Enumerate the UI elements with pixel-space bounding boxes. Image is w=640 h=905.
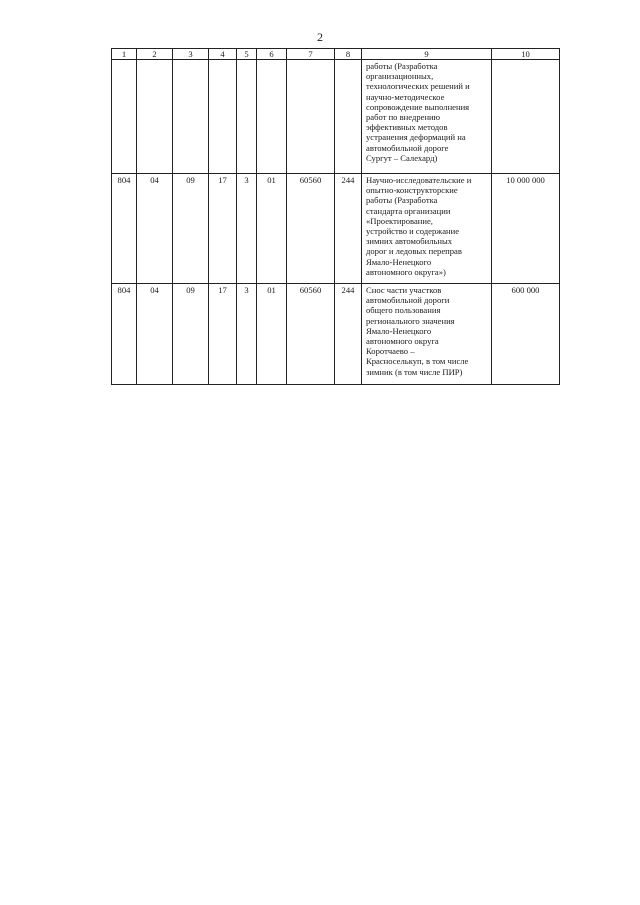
table-cell-description: работы (Разработка организационных, технологических решений и научно-методическое сопровождение выполнения работ по внедрению эффективных методов устранения деформаций на автомобильной дороге Сургут – Салехард) <box>362 60 492 174</box>
table-cell-col-3: 09 <box>173 174 209 284</box>
table-cell <box>237 60 257 174</box>
header-col-7: 7 <box>287 49 335 60</box>
table-cell-description: Научно-исследовательские и опытно-конструкторские работы (Разработка стандарта организации «Проектирование, устройство и содержание зимних автомобильных дорог и ледовых переправ Ямало-Ненецкого автономного округа») <box>362 174 492 284</box>
table-row-continuation <box>112 60 560 174</box>
table-row <box>112 174 560 284</box>
header-col-10: 10 <box>492 49 560 60</box>
header-col-4: 4 <box>209 49 237 60</box>
table-cell-col-7: 60560 <box>287 174 335 284</box>
table-cell-col-6: 01 <box>257 174 287 284</box>
table-row <box>112 284 560 385</box>
table-cell-col-1: 804 <box>112 174 137 284</box>
table-cell <box>335 60 362 174</box>
table-cell-col-8: 244 <box>335 174 362 284</box>
header-col-6: 6 <box>257 49 287 60</box>
header-col-8: 8 <box>335 49 362 60</box>
budget-table <box>111 48 560 385</box>
table-cell-col-5: 3 <box>237 174 257 284</box>
table-cell-col-4: 17 <box>209 174 237 284</box>
table-cell-col-7: 60560 <box>287 284 335 385</box>
table-cell <box>257 60 287 174</box>
table-cell-col-1: 804 <box>112 284 137 385</box>
table-cell-col-3: 09 <box>173 284 209 385</box>
table-cell-col-2: 04 <box>137 174 173 284</box>
table-cell-col-4: 17 <box>209 284 237 385</box>
header-col-2: 2 <box>137 49 173 60</box>
table-cell-description: Снос части участков автомобильной дороги общего пользования регионального значения Ямало-Ненецкого автономного округа Коротчаево – Красноселькуп, в том числе зимник (в том числе ПИР) <box>362 284 492 385</box>
table-cell <box>287 60 335 174</box>
table-cell <box>209 60 237 174</box>
header-col-5: 5 <box>237 49 257 60</box>
page-number: 2 <box>317 30 323 44</box>
table-cell-col-6: 01 <box>257 284 287 385</box>
table-cell <box>137 60 173 174</box>
table-cell <box>492 60 560 174</box>
table-cell-col-8: 244 <box>335 284 362 385</box>
header-col-1: 1 <box>112 49 137 60</box>
table-cell-col-5: 3 <box>237 284 257 385</box>
table-cell-col-2: 04 <box>137 284 173 385</box>
header-col-3: 3 <box>173 49 209 60</box>
table-cell-amount: 600 000 <box>492 284 560 385</box>
table-cell-amount: 10 000 000 <box>492 174 560 284</box>
table-cell <box>112 60 137 174</box>
header-row <box>112 49 560 60</box>
table-cell <box>173 60 209 174</box>
header-col-9: 9 <box>362 49 492 60</box>
